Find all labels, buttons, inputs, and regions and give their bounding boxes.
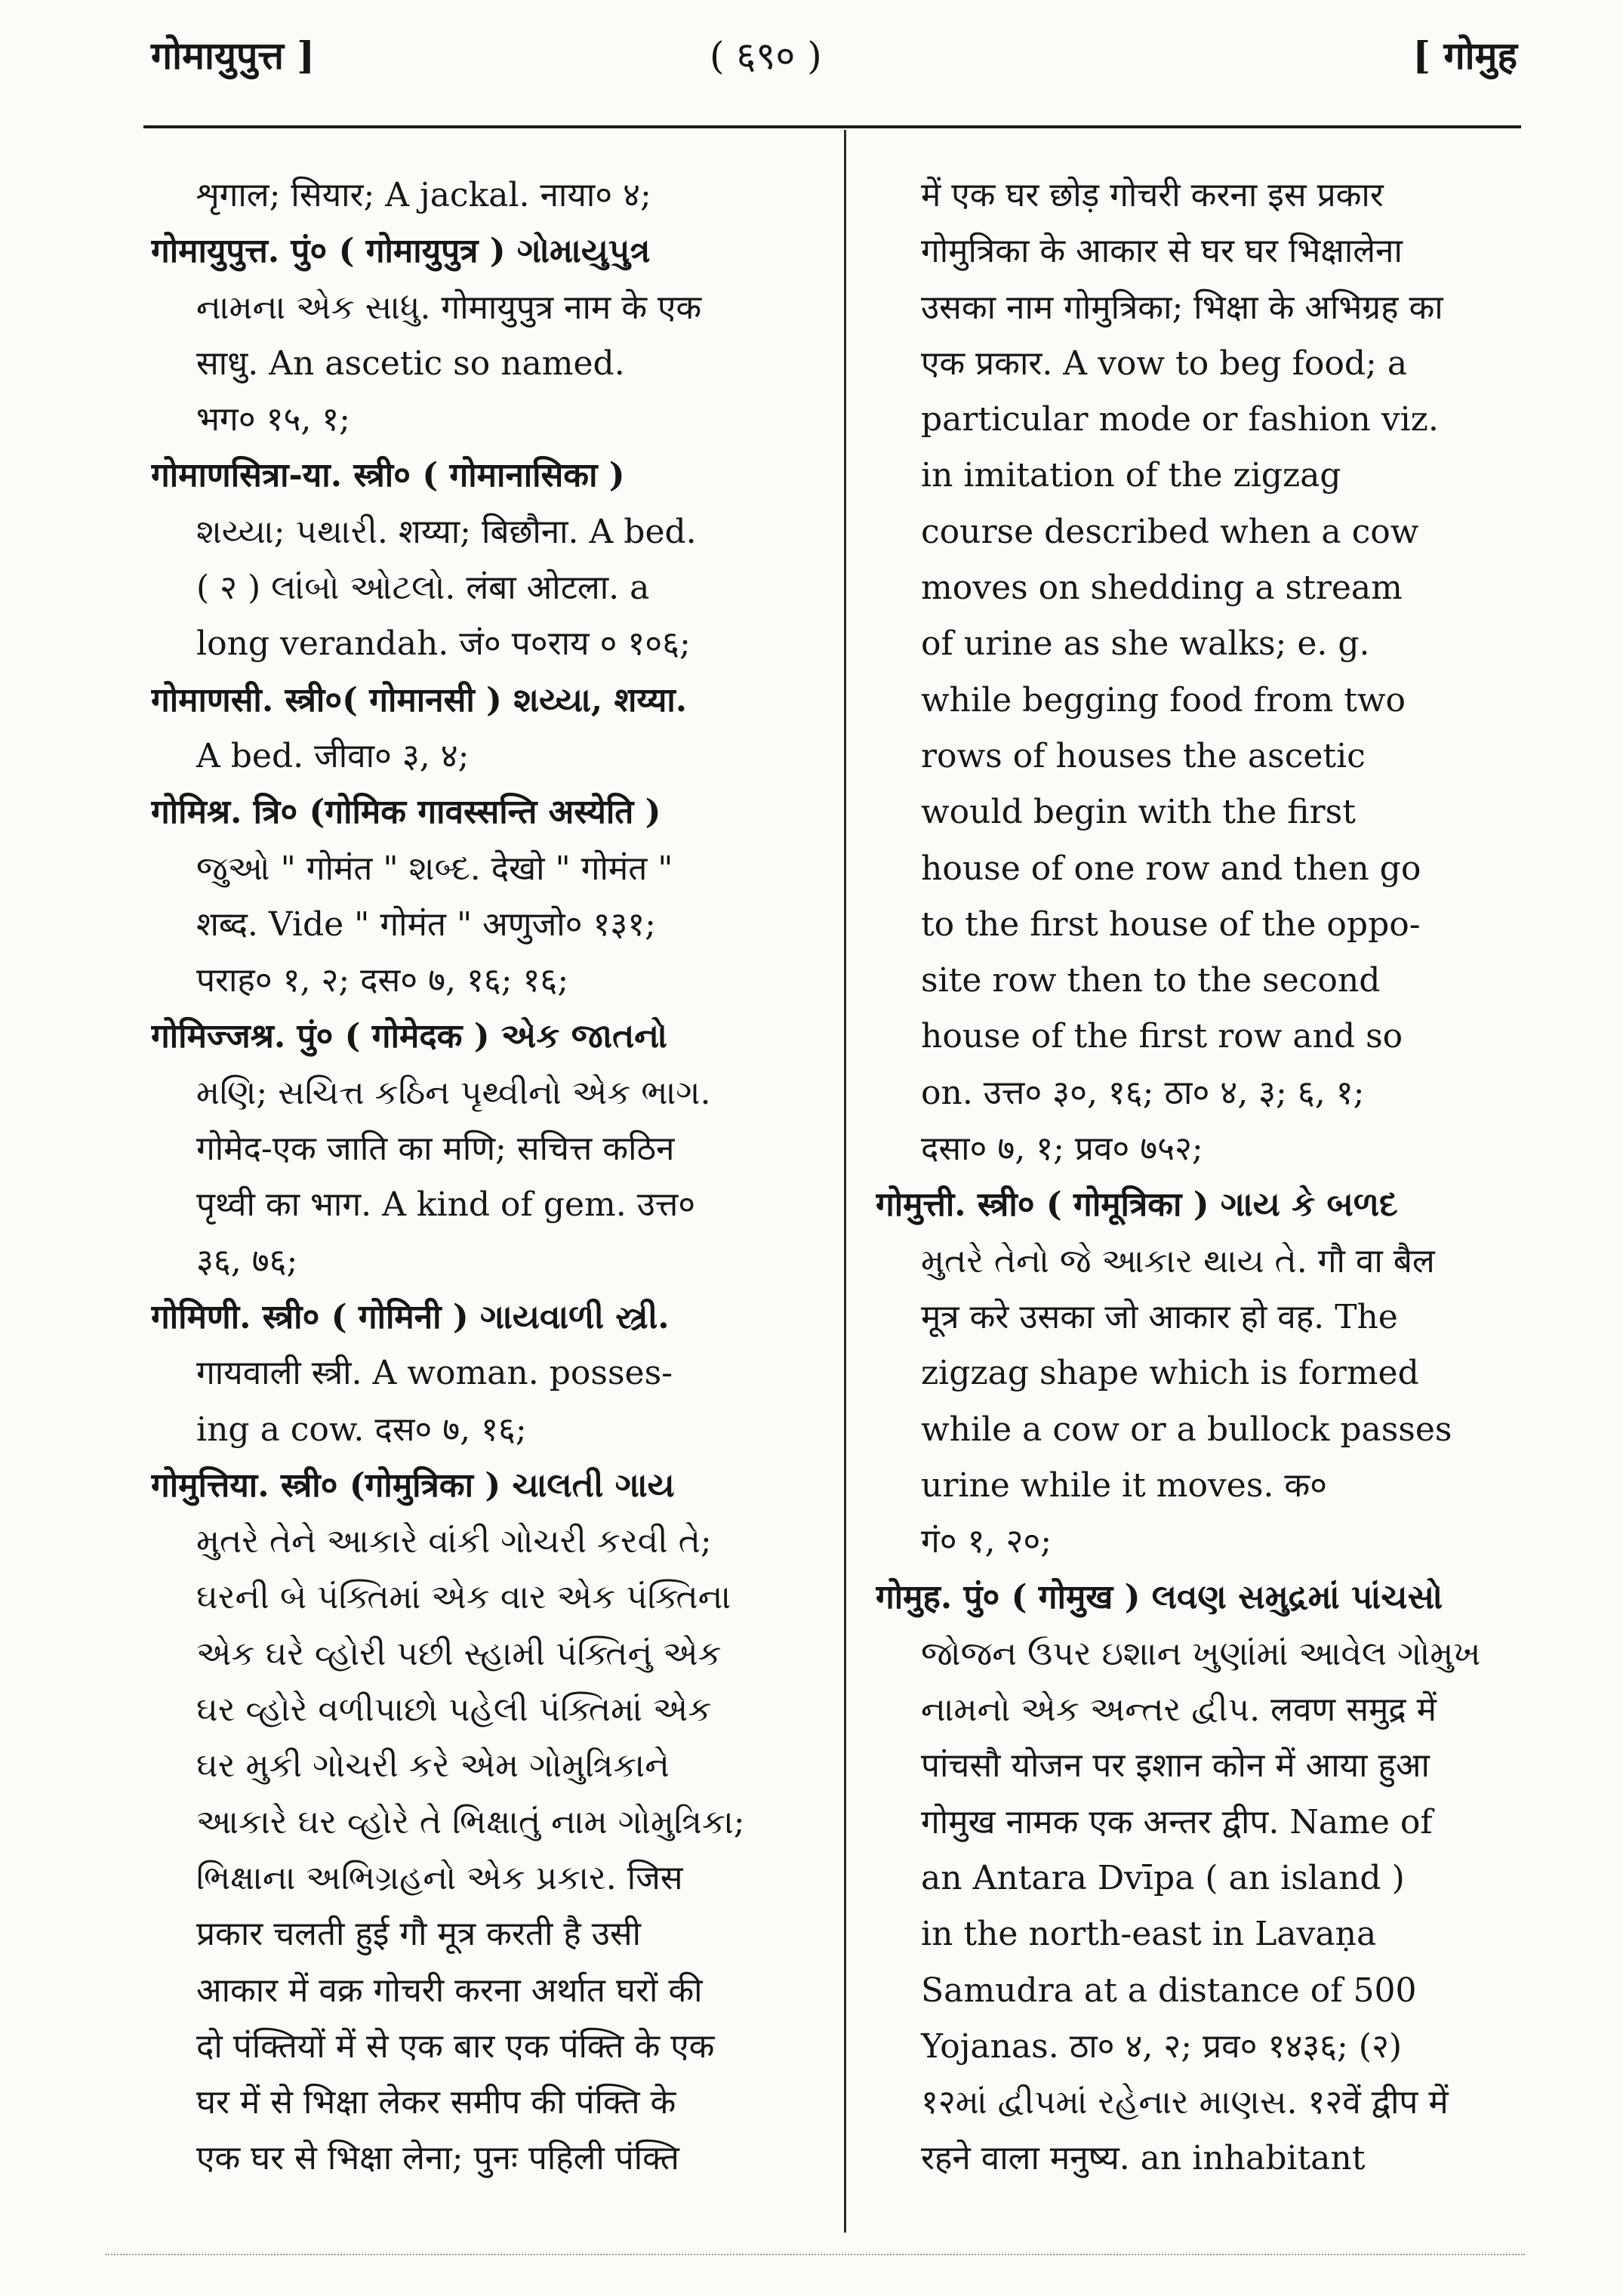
entry-text-line: house of one row and then go — [921, 849, 1421, 888]
entry-text-line: જુઓ " गोमंत " શબ્દ. देखो " गोमंत " — [196, 849, 673, 888]
entry-text-line: ભિક્ષાના અભિગ્રહનો એક પ્રકાર. जिस — [196, 1858, 683, 1897]
entry-text-line: ( २ ) લાંબો ઓટલો. लंबा ओटला. a — [196, 569, 650, 608]
entry-text-line: ઘરની બે પંક્તિમાં એક વાર એક પંક્તિના — [196, 1578, 731, 1617]
entry-text-line: में एक घर छोड़ गोचरी करना इस प्रकार — [921, 176, 1384, 214]
entry-text-line: गायवाली स्त्री. A woman. posses- — [196, 1354, 673, 1393]
entry-text-line: મુતરે તેને આકારે વાંકી ગોચરી કરવી તે; — [196, 1522, 712, 1561]
entry-text-line: એક ઘરે વ્હોરી પછી સ્હામી પંક્તિનું એક — [196, 1634, 722, 1673]
entry-text-line: घर में से भिक्षा लेकर समीप की पंक्ति के — [196, 2083, 676, 2122]
entry-text-line: in imitation of the zigzag — [921, 456, 1341, 495]
entry-text-line: भग० १५, १; — [196, 400, 351, 439]
entry-text-line: गोमुख नामक एक अन्तर द्वीप. Name of — [921, 1802, 1433, 1841]
entry-text-line: पांचसौ योजन पर इशान कोन में आया हुआ — [921, 1746, 1430, 1786]
entry-text-line: an Antara Dvīpa ( an island ) — [921, 1858, 1405, 1897]
entry-text-line: A bed. जीवा० ३, ४; — [196, 736, 470, 775]
entry-text-line: zigzag shape which is formed — [921, 1354, 1419, 1393]
entry-text-line: दो पंक्तियों में से एक बार एक पंक्ति के एक — [196, 2026, 715, 2066]
entry-text-line: site row then to the second — [921, 961, 1381, 1000]
entry-headword-line: गोमुह. पुं० ( गोमुख ) લવણ સમુદ્રમાં પાંચસો — [876, 1578, 1443, 1617]
entry-text-line: ઘર મુકી ગોચરી કરે એમ ગોમુત્રિકાને — [196, 1746, 670, 1786]
entry-text-line: दसा० ७, १; प्रव० ७५२; — [921, 1130, 1203, 1169]
entry-text-line: particular mode or fashion viz. — [921, 400, 1439, 439]
page-bottom-edge — [106, 2254, 1525, 2256]
entry-headword-line: गोमाणसी. स्त्री०( गोमानसी ) શય્યા, शय्या. — [151, 680, 688, 720]
entry-headword-line: गोमिज्जश्र. पुं० ( गोमेदक ) એક જાતનો — [151, 1017, 668, 1056]
entry-text-line: शब्द. Vide " गोमंत " अणुजो० १३१; — [196, 905, 656, 944]
entry-text-line: house of the first row and so — [921, 1017, 1403, 1056]
entry-text-line: गोमेद-एक जाति का मणि; सचित्त कठिन — [196, 1130, 675, 1169]
entry-text-line: આકારે ઘર વ્હોરે તે ભિક્ષાતું નામ ગોમુત્રિકા; — [196, 1802, 745, 1841]
entry-text-line: course described when a cow — [921, 512, 1419, 551]
entry-text-line: एक घर से भिक्षा लेना; पुनः पहिली पंक्ति — [196, 2139, 679, 2178]
entry-text-line: urine while it moves. क० — [921, 1465, 1328, 1505]
entry-text-line: गोमुत्रिका के आकार से घर घर भिक्षालेना — [921, 232, 1403, 271]
entry-text-line: મુતરે તેનો જે આકાર થાય તે. गौ वा बैल — [921, 1241, 1435, 1281]
entry-headword-line: गोमायुपुत्त. पुं० ( गोमायुपुत्र ) ગોમાયુપુત્ર — [151, 232, 651, 271]
right-column — [876, 168, 1510, 2251]
entry-text-line: would begin with the first — [921, 793, 1356, 832]
header-rule — [143, 125, 1521, 128]
entry-text-line: प्रकार चलती हुई गौ मूत्र करती है उसी — [196, 1915, 641, 1954]
column-divider — [844, 130, 846, 2233]
entry-text-line: आकार में वक्र गोचरी करना अर्थात घरों की — [196, 1971, 703, 2010]
entry-text-line: पराह० १, २; दस० ७, १६; १६; — [196, 961, 569, 1000]
entry-text-line: उसका नाम गोमुत्रिका; भिक्षा के अभिग्रह का — [921, 288, 1443, 327]
entry-text-line: साधु. An ascetic so named. — [196, 344, 625, 383]
page-header — [151, 29, 1517, 89]
entry-text-line: મણિ; સચિત્ત કઠિન પૃથ્વીનો એક ભાગ. — [196, 1073, 711, 1112]
entry-headword-line: गोमुत्तिया. स्त्री० (गोमुत्रिका ) ચાલતી ગાય — [151, 1465, 675, 1505]
entry-headword-line: गोमाणसित्रा-या. स्त्री० ( गोमानासिका ) — [151, 456, 625, 495]
entry-text-line: while a cow or a bullock passes — [921, 1410, 1452, 1449]
entry-text-line: જોજન ઉપર ઇશાન ખુણાંમાં આવેલ ગોમુખ — [921, 1634, 1481, 1673]
entry-text-line: Samudra at a distance of 500 — [921, 1971, 1417, 2010]
entry-text-line: पृथ्वी का भाग. A kind of gem. उत्त० — [196, 1185, 696, 1225]
entry-text-line: in the north-east in Lavaṇa — [921, 1915, 1377, 1954]
entry-text-line: ing a cow. दस० ७, १६; — [196, 1410, 527, 1449]
header-last-entry: [ गोमुह — [1412, 33, 1517, 78]
entry-text-line: શય્યા; પથારી. शय्या; बिछौना. A bed. — [196, 512, 697, 551]
entry-text-line: moves on shedding a stream — [921, 569, 1403, 608]
entry-headword-line: गोमिश्र. त्रि० (गोमिक गावस्सन्ति अस्येति ) — [151, 793, 661, 832]
entry-text-line: long verandah. जं० प०राय ० १०६; — [196, 624, 691, 664]
entry-headword-line: गोमिणी. स्त्री० ( गोमिनी ) ગાયવાળી સ્ત્રી. — [151, 1297, 670, 1336]
left-column — [151, 168, 808, 2251]
entry-text-line: शृगाल; सियार; A jackal. नाया० ४; — [196, 176, 651, 214]
entry-text-line: while begging food from two — [921, 680, 1406, 720]
entry-text-line: ३६, ७६; — [196, 1241, 298, 1281]
entry-text-line: to the first house of the oppo- — [921, 905, 1421, 944]
entry-text-line: १२માં દ્વીપમાં રહેનાર માણસ. १२वें द्वीप में — [921, 2083, 1449, 2122]
header-first-entry: गोमायुपुत्त ] — [151, 33, 315, 78]
entry-text-line: ઘર વ્હોરે વળીપાછો પહેલી પંક્તિમાં એક — [196, 1690, 712, 1730]
entry-text-line: एक प्रकार. A vow to beg food; a — [921, 344, 1408, 383]
entry-headword-line: गोमुत्ती. स्त्री० ( गोमूत्रिका ) ગાય કે બળદ — [876, 1185, 1398, 1225]
page-number: ( ६९० ) — [710, 34, 822, 78]
entry-text-line: मूत्र करे उसका जो आकार हो वह. The — [921, 1297, 1398, 1336]
entry-text-line: गं० १, २०; — [921, 1522, 1052, 1561]
entry-text-line: on. उत्त० ३०, १६; ठा० ४, ३; ६, १; — [921, 1073, 1365, 1112]
entry-text-line: નામના એક સાધુ. गोमायुपुत्र नाम के एक — [196, 288, 702, 327]
entry-text-line: of urine as she walks; e. g. — [921, 624, 1370, 664]
entry-text-line: rows of houses the ascetic — [921, 736, 1366, 775]
entry-text-line: નામનો એક અન્તર દ્વીપ. लवण समुद्र में — [921, 1690, 1437, 1730]
entry-text-line: रहने वाला मनुष्य. an inhabitant — [921, 2139, 1366, 2178]
entry-text-line: Yojanas. ठा० ४, २; प्रव० १४३६; (२) — [921, 2026, 1402, 2066]
